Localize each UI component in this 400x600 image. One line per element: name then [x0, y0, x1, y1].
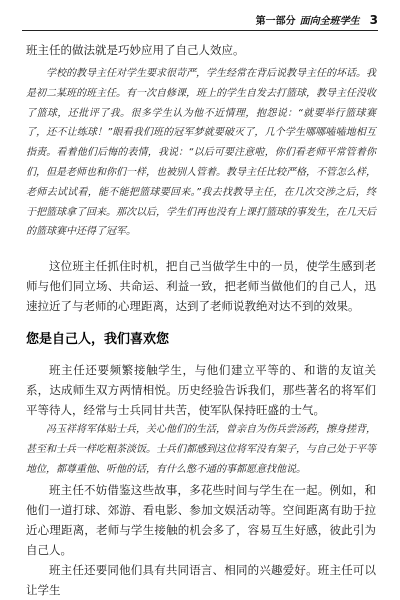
section-heading: 您是自己人，我们喜欢您 — [26, 332, 170, 348]
case-example-basketball: 学校的教导主任对学生要求很苛严，学生经常在背后说教导主任的坏话。我是初二某班的班主任。有一次自修课，班上的学生自发去打篮球，教导主任没收了篮球，还批评了我。很多学生认为他不近情理，抱怨说：“就要举行篮球赛了，还不让练球！”眼看我们班的冠军梦就要破灭了，几个学生哪哪嗑嗑地相互指责。看着他们后悔的表情，我说：“以后可要注意啦，你们看老师平常管着你们，但是老师也和你们一样，也被别人管着。教导主任比较严格，不管怎么样，老师去试试看，能不能把篮球要回来。”我去找教导主任，在几次交涉之后，终于把篮球拿了回来。那次以后，学生们再也没有上课打篮球的事发生，在几天后的篮球赛中还得了冠军。 — [26, 68, 376, 238]
page-number: 3 — [369, 12, 378, 27]
case-example-general: 冯玉祥将军体贴士兵，关心他们的生活，曾亲自为伤兵尝汤药，擦身搓背，甚至和士兵一样吃粗茶淡饭。士兵们都感到这位将军没有架子，与自己处于平等地位，都尊重他、听他的话，有什么憋不通的事都愿意找他说。 — [26, 424, 376, 475]
header-part: 第一部分 — [255, 16, 296, 27]
paragraph-intro: 班主任的做法就是巧妙应用了自己人效应。 — [26, 43, 245, 57]
paragraph-analysis: 这位班主任抓住时机，把自己当做学生中的一员，使学生感到老师与他们同立场、共命运、利益一致，把老师当做他们的自己人，迅速拉近了与老师的心理距离，达到了老师说教绝对达不到的效果。 — [26, 259, 376, 314]
running-header — [256, 12, 378, 27]
paragraph-common-language: 班主任还要同他们具有共同语言、相同的兴趣爱好。班主任可以让学生 — [26, 562, 376, 597]
header-chapter: 面向全班学生 — [299, 16, 360, 27]
paragraph-activities: 班主任不妨借鉴这些故事，多花些时间与学生在一起。例如，和他们一道打球、郊游、看电影、参加文娱活动等。空间距离有助于拉近心理距离，老师与学生接触的机会多了，容易互生好感，彼此引为自己人。 — [26, 482, 376, 557]
header-divider — [22, 30, 378, 31]
page-body — [26, 40, 376, 600]
paragraph-contact: 班主任还要频繁接触学生，与他们建立平等的、和谐的友谊关系，达成师生双方两情相悦。历史经验告诉我们，那些著名的将军们平等待人，经常与士兵同甘共苦，使军队保持旺盛的士气。 — [26, 363, 376, 418]
